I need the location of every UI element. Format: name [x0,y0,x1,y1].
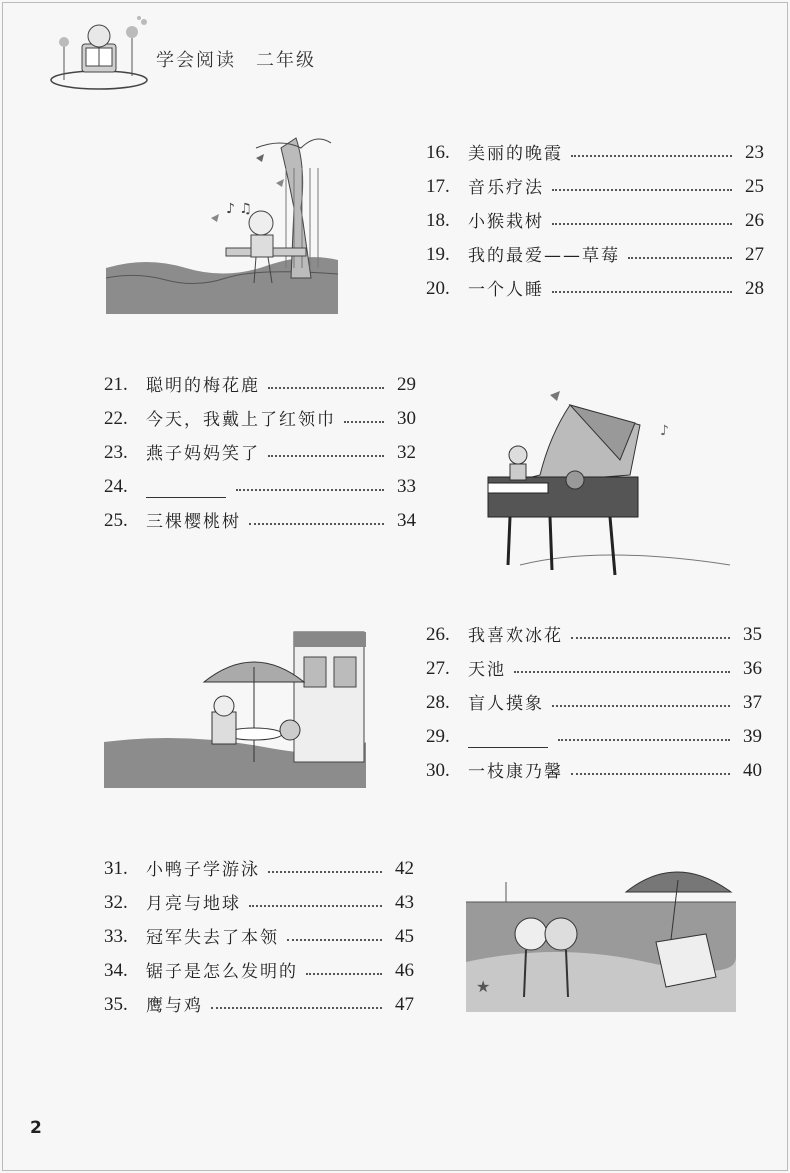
entry-number: 26. [426,624,450,645]
toc-entry[interactable] [104,982,414,1016]
entry-title: 美丽的晚霞 [468,144,563,164]
page-number: 2 [30,1118,42,1138]
blank-title-line [468,729,548,748]
entry-number: 23. [104,442,128,463]
entry-page: 39 [743,726,762,747]
piano-illustration [460,365,740,585]
entry-title: 一枝康乃馨 [468,762,563,782]
toc-entry[interactable] [104,846,414,880]
entry-title: 燕子妈妈笑了 [146,444,260,464]
entry-page: 45 [395,926,414,947]
entry-title: 月亮与地球 [146,894,241,914]
leader-dots [268,386,384,389]
entry-title: 三棵樱桃树 [146,512,241,532]
entry-title: 一个人睡 [468,280,544,300]
entry-page: 40 [743,760,762,781]
entry-number: 28. [426,692,450,713]
leader-dots [552,188,732,191]
entry-number: 18. [426,210,450,231]
entry-page: 34 [397,510,416,531]
entry-page: 32 [397,442,416,463]
svg-text:♪: ♪ [660,423,669,439]
beach-couple-illustration [466,862,736,1012]
entry-title: 盲人摸象 [468,694,544,714]
leader-dots [268,454,384,457]
leader-dots [571,154,732,157]
leader-dots [628,256,732,259]
entry-title: 冠军失去了本领 [146,928,279,948]
entry-title: 小鸭子学游泳 [146,860,260,880]
entry-number: 35. [104,994,128,1015]
entry-page: 35 [743,624,762,645]
entry-page: 23 [745,142,764,163]
leader-dots [552,290,732,293]
toc-entry[interactable] [426,198,764,232]
entry-page: 30 [397,408,416,429]
entry-number: 27. [426,658,450,679]
entry-title: 天池 [468,660,506,680]
toc-entry[interactable] [104,948,414,982]
entry-number: 16. [426,142,450,163]
toc-section-3 [426,612,762,782]
entry-number: 32. [104,892,128,913]
entry-page: 29 [397,374,416,395]
book-title: 学会阅读 二年级 [156,50,316,71]
entry-page: 42 [395,858,414,879]
toc-entry[interactable] [426,680,762,714]
entry-number: 30. [426,760,450,781]
leader-dots [344,420,384,423]
reading-boy-logo [44,14,154,94]
entry-page: 47 [395,994,414,1015]
cafe-scene-illustration [104,622,366,788]
toc-entry[interactable] [104,362,416,396]
leader-dots [306,972,382,975]
toc-entry[interactable] [104,914,414,948]
entry-number: 17. [426,176,450,197]
toc-entry[interactable] [104,396,416,430]
leader-dots [211,1006,382,1009]
svg-text:★: ★ [476,977,491,996]
leader-dots [268,870,382,873]
svg-text:♪ ♫: ♪ ♫ [226,201,252,217]
entry-number: 34. [104,960,128,981]
toc-entry[interactable] [426,714,762,748]
entry-title: 今天，我戴上了红领巾 [146,410,336,430]
entry-title: 聪明的梅花鹿 [146,376,260,396]
leader-dots [558,738,730,741]
toc-entry[interactable] [426,130,764,164]
entry-page: 27 [745,244,764,265]
leader-dots [571,772,730,775]
entry-title: 我的最爱——草莓 [468,246,620,266]
toc-entry[interactable] [426,646,762,680]
toc-section-2 [104,362,416,532]
entry-number: 20. [426,278,450,299]
entry-title: 鹰与鸡 [146,996,203,1016]
entry-number: 21. [104,374,128,395]
entry-number: 25. [104,510,128,531]
leader-dots [236,488,384,491]
toc-section-4 [104,846,414,1016]
page-header [44,14,344,94]
entry-number: 22. [104,408,128,429]
entry-number: 29. [426,726,450,747]
leader-dots [514,670,730,673]
toc-section-1 [426,130,764,300]
toc-entry[interactable] [426,612,762,646]
entry-title: 锯子是怎么发明的 [146,962,298,982]
entry-page: 46 [395,960,414,981]
entry-page: 36 [743,658,762,679]
toc-entry[interactable] [426,748,762,782]
entry-page: 37 [743,692,762,713]
toc-entry[interactable] [426,164,764,198]
leader-dots [552,704,730,707]
entry-page: 33 [397,476,416,497]
girl-on-bench-illustration [106,128,338,314]
toc-entry[interactable] [104,430,416,464]
entry-page: 43 [395,892,414,913]
entry-number: 31. [104,858,128,879]
entry-number: 24. [104,476,128,497]
toc-entry[interactable] [104,880,414,914]
leader-dots [571,636,730,639]
blank-title-line [146,479,226,498]
entry-number: 19. [426,244,450,265]
leader-dots [249,904,382,907]
entry-title: 小猴栽树 [468,212,544,232]
entry-title: 我喜欢冰花 [468,626,563,646]
entry-number: 33. [104,926,128,947]
entry-page: 25 [745,176,764,197]
leader-dots [249,522,384,525]
toc-entry[interactable] [426,232,764,266]
toc-entry[interactable] [104,498,416,532]
toc-entry[interactable] [426,266,764,300]
entry-page: 28 [745,278,764,299]
toc-entry[interactable] [104,464,416,498]
leader-dots [552,222,732,225]
leader-dots [287,938,382,941]
entry-title: 音乐疗法 [468,178,544,198]
entry-page: 26 [745,210,764,231]
